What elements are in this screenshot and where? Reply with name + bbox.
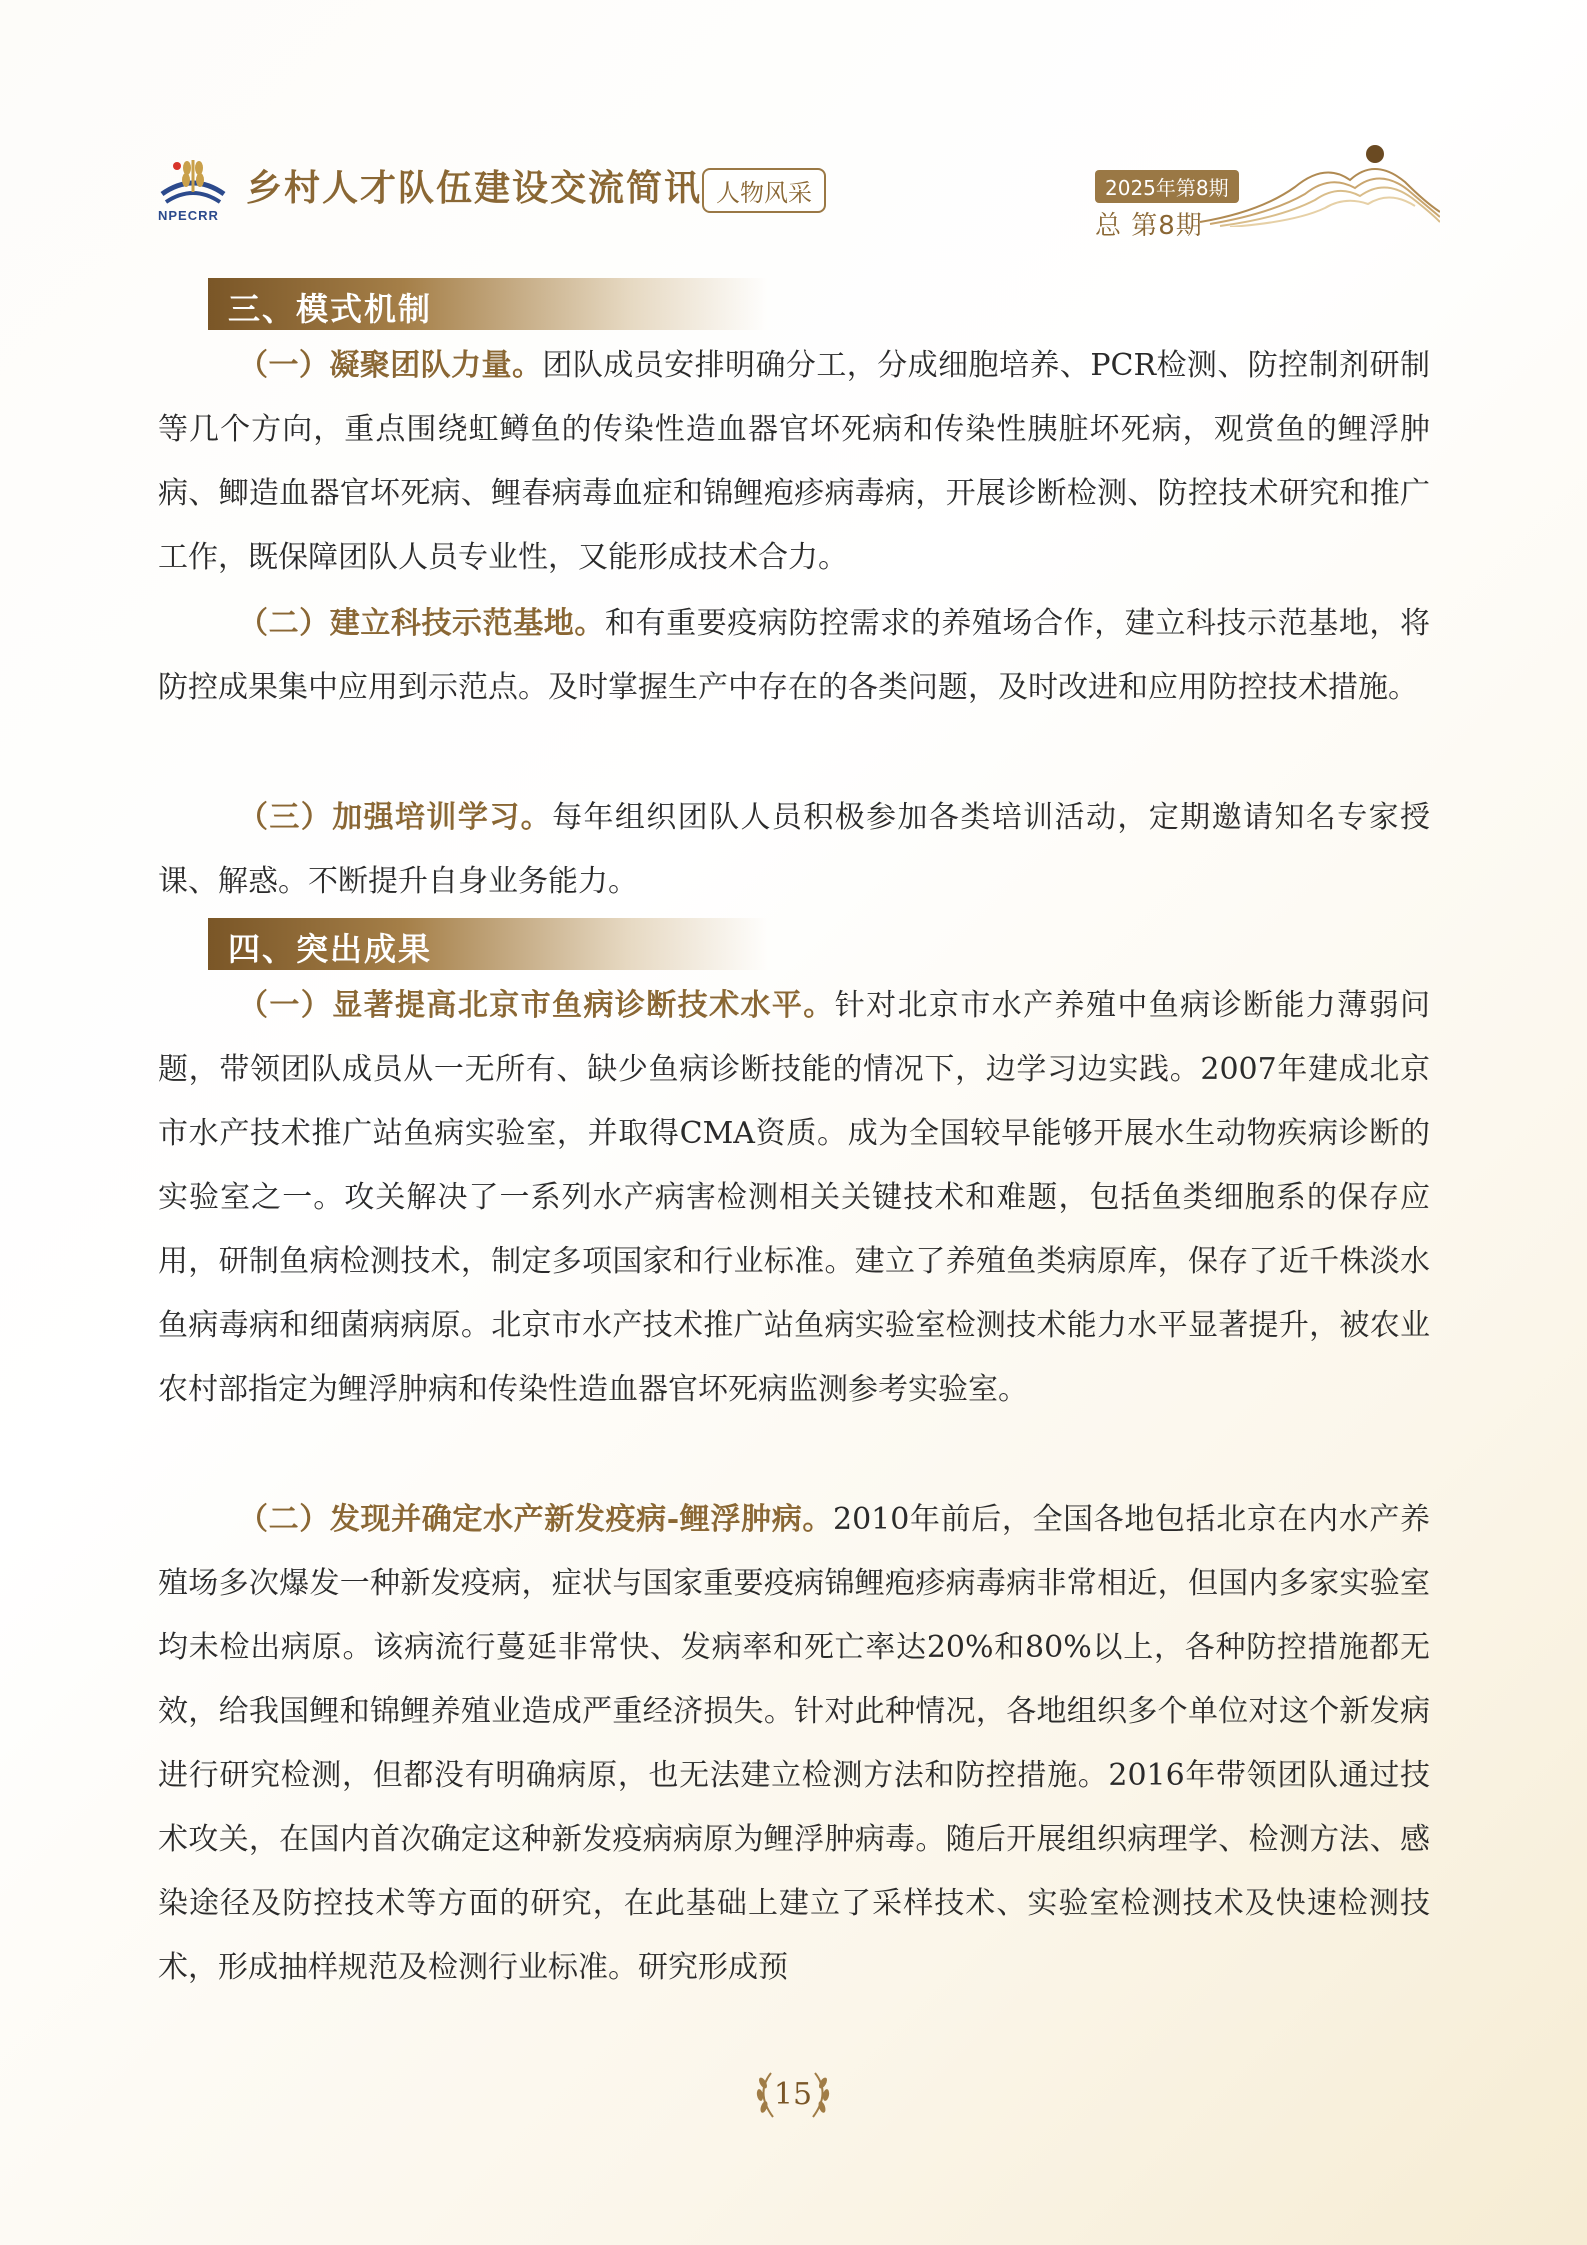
- paragraph-text: 和有重要疫病防控需求的养殖场合作，建立科技示范基地，将防控成果集中应用到示范点。及时掌握生产中存在的各类问题，及时改进和应用防控技术措施。: [158, 606, 1431, 705]
- paragraph: [158, 786, 1430, 914]
- section-heading: [208, 278, 768, 330]
- paragraph-lead: （二）发现并确定水产新发疫病-鲤浮肿病。: [238, 1502, 833, 1537]
- issue-total: 总 第8期: [1095, 211, 1203, 241]
- publication-title: 乡村人才队伍建设交流简讯: [246, 168, 703, 209]
- issue-year: 2025年第8期: [1095, 170, 1239, 203]
- page-header: [150, 150, 1440, 240]
- paragraph: [158, 334, 1430, 590]
- section-title: 三、模式机制: [228, 290, 433, 328]
- paragraph-text: 2010年前后，全国各地包括北京在内水产养殖场多次爆发一种新发疫病，症状与国家重要疫病锦鲤疱疹病毒病非常相近，但国内多家实验室均未检出病原。该病流行蔓延非常快、发病率和死亡率达20%和80%以上，各种防控措施都无效，给我国鲤和锦鲤养殖业造成严重经济损失。针对此种情况，各地组织多个单位对这个新发病进行研究检测，但都没有明确病原，也无法建立检测方法和防控措施。2016年带领团队通过技术攻关，在国内首次确定这种新发疫病病原为鲤浮肿病毒。随后开展组织病理学、检测方法、感染途径及防控技术等方面的研究，在此基础上建立了采样技术、实验室检测技术及快速检测技术，形成抽样规范及检测行业标准。研究形成预: [158, 1502, 1430, 1985]
- paragraph: [158, 1488, 1430, 2000]
- section-title: 四、突出成果: [228, 930, 433, 968]
- paragraph-text: 团队成员安排明确分工，分成细胞培养、PCR检测、防控制剂研制等几个方向，重点围绕虹鳟鱼的传染性造血器官坏死病和传染性胰脏坏死病，观赏鱼的鲤浮肿病、鲫造血器官坏死病、鲤春病毒血症和锦鲤疱疹病毒病，开展诊断检测、防控技术研究和推广工作，既保障团队人员专业性，又能形成技术合力。: [158, 348, 1431, 575]
- page-number: [743, 2065, 843, 2125]
- paragraph-text: 针对北京市水产养殖中鱼病诊断能力薄弱问题，带领团队成员从一无所有、缺少鱼病诊断技能的情况下，边学习边实践。2007年建成北京市水产技术推广站鱼病实验室，并取得CMA资质。成为全国较早能够开展水生动物疾病诊断的实验室之一。攻关解决了一系列水产病害检测相关关键技术和难题，包括鱼类细胞系的保存应用，研制鱼病检测技术，制定多项国家和行业标准。建立了养殖鱼类病原库，保存了近千株淡水鱼病毒病和细菌病病原。北京市水产技术推广站鱼病实验室检测技术能力水平显著提升，被农业农村部指定为鲤浮肿病和传染性造血器官坏死病监测参考实验室。: [158, 988, 1430, 1407]
- paragraph-text: 每年组织团队人员积极参加各类培训活动，定期邀请知名专家授课、解惑。不断提升自身业务能力。: [158, 800, 1431, 899]
- issue-info: [1095, 170, 1239, 242]
- paragraph-lead: （二）建立科技示范基地。: [238, 606, 605, 641]
- paragraph: [158, 974, 1430, 1422]
- paragraph-lead: （一）显著提高北京市鱼病诊断技术水平。: [238, 988, 835, 1023]
- paragraph-lead: （一）凝聚团队力量。: [238, 348, 543, 383]
- paragraph: [158, 592, 1430, 720]
- section-heading: [208, 918, 768, 970]
- brand-text: NPECRR: [158, 208, 219, 223]
- column-tag: 人物风采: [702, 168, 826, 213]
- paragraph-lead: （三）加强培训学习。: [238, 800, 553, 835]
- page-number-text: 15: [773, 2077, 813, 2112]
